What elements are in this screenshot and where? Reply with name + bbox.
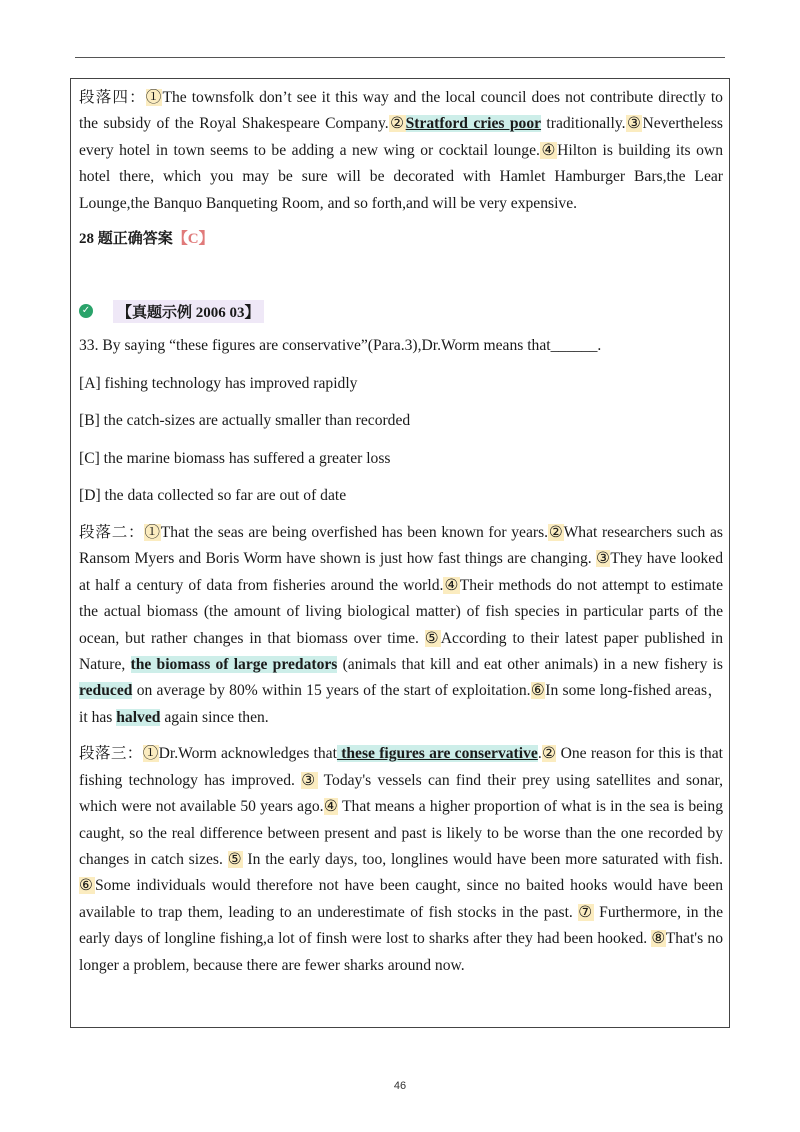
sentence-number: ⑦: [578, 903, 594, 921]
sentence-number: ④: [539, 141, 558, 159]
text-segment: Nevertheless every hotel in town seems to be adding a new wing or cocktail lounge.: [79, 115, 723, 159]
example-tag: 【真题示例 2006 03】: [113, 300, 264, 323]
text-segment: (animals that kill and eat other animals) in a new fishery is: [337, 656, 724, 674]
option-a: [A] fishing technology has improved rapidly: [79, 374, 358, 392]
text-segment: Some individuals would therefore not have been caught, since no baited hooks would have been available to trap them, leading to an underestimate of fish stocks in the past.: [79, 877, 723, 921]
text-segment: traditionally.: [541, 115, 626, 133]
highlighted-phrase: these figures are conservative: [336, 745, 538, 763]
text-segment: Hilton is building its own hotel there, which you may be sure will be decorated with Hamlet Hamburger Bars,the Lear Lounge,the Banquo Banqueting Room, and so forth,and will be very expensive.: [79, 141, 723, 212]
highlighted-phrase: halved: [116, 708, 161, 726]
example-header: [79, 298, 723, 324]
answer-value: 【C】: [172, 231, 214, 248]
text-segment: The townsfolk don’t see it this way and the local council does not contribute directly to the subsidy of the Royal Shakespeare Company.: [79, 89, 723, 133]
sentence-number: ①: [142, 745, 159, 763]
sentence-number: ④: [323, 798, 339, 816]
text-segment: Today's vessels can find their prey using satellites and sonar, which were not available 50 years ago.: [79, 771, 723, 816]
text-segment: That means a higher proportion of what is in the sea is being caught, so the real difference between present and past is likely to be worse than the one recorded by changes in catch sizes.: [79, 798, 724, 868]
sentence-number: ⑥: [79, 877, 95, 895]
option-b: [B] the catch-sizes are actually smaller than recorded: [79, 412, 411, 430]
text-segment: again since then.: [160, 708, 269, 726]
paragraph-4: [79, 85, 723, 217]
sentence-number: ②: [548, 524, 564, 542]
sentence-number: ①: [145, 89, 163, 106]
sentence-number: ⑧: [651, 930, 666, 948]
sentence-number: ⑤: [424, 629, 441, 647]
text-segment: In some long-fished areas，it has: [79, 682, 723, 726]
highlighted-phrase: Stratford cries poor: [405, 115, 542, 133]
text-segment: Their methods do not attempt to estimate the actual biomass (the amount of living biological matter) of fish species in particular parts of the ocean, but rather changes in that biomass over time.: [79, 576, 723, 647]
text-segment: That the seas are being overfished has been known for years.: [160, 524, 549, 542]
text-segment: What researchers such as Ransom Myers and Boris Worm have shown is just how fast things are changing.: [79, 524, 723, 568]
content-box: [70, 78, 730, 1028]
check-circle-icon: ✓: [79, 304, 93, 318]
sentence-number: ②: [388, 115, 406, 133]
question-text: 33. By saying “these figures are conservative”(Para.3),Dr.Worm means that______.: [79, 337, 602, 355]
highlighted-phrase: reduced: [79, 682, 133, 700]
option-d: [D] the data collected so far are out of date: [79, 487, 347, 505]
text-segment: 段落四：: [79, 89, 146, 106]
header-rule: [75, 57, 725, 58]
sentence-number: ①: [144, 524, 161, 542]
sentence-number: ③: [595, 550, 611, 568]
text-segment: on average by 80% within 15 years of the start of exploitation.: [132, 682, 531, 700]
sentence-number: ③: [625, 115, 643, 133]
sentence-number: ⑥: [530, 682, 546, 700]
paragraph-3: [79, 741, 723, 979]
sentence-number: ②: [541, 745, 557, 763]
text-segment: .: [537, 745, 542, 763]
text-segment: 段落二：: [79, 524, 145, 542]
page-number: 46: [393, 1080, 407, 1092]
text-segment: 段落三：: [79, 745, 143, 763]
text-segment: One reason for this is that fishing technology has improved.: [79, 745, 723, 789]
answer-label: 28 题正确答案: [79, 231, 173, 248]
highlighted-phrase: the biomass of large predators: [130, 656, 338, 674]
answer-line: [79, 227, 723, 248]
sentence-number: ③: [301, 771, 318, 789]
text-segment: That's no longer a problem, because there are fewer sharks around now.: [79, 930, 724, 974]
sentence-number: ⑤: [227, 850, 243, 868]
text-segment: In the early days, too, longlines would have been more saturated with fish.: [242, 850, 723, 868]
text-segment: They have looked at half a century of data from fisheries around the world.: [79, 550, 723, 594]
text-segment: Furthermore, in the early days of longline fishing,a lot of finsh were lost to sharks after they had been hooked.: [79, 903, 723, 948]
paragraph-2: [79, 520, 723, 731]
text-segment: Dr.Worm acknowledges that: [158, 745, 337, 763]
text-segment: According to their latest paper published in Nature,: [79, 629, 723, 674]
sentence-number: ④: [443, 576, 460, 594]
option-c: [C] the marine biomass has suffered a greater loss: [79, 449, 391, 467]
